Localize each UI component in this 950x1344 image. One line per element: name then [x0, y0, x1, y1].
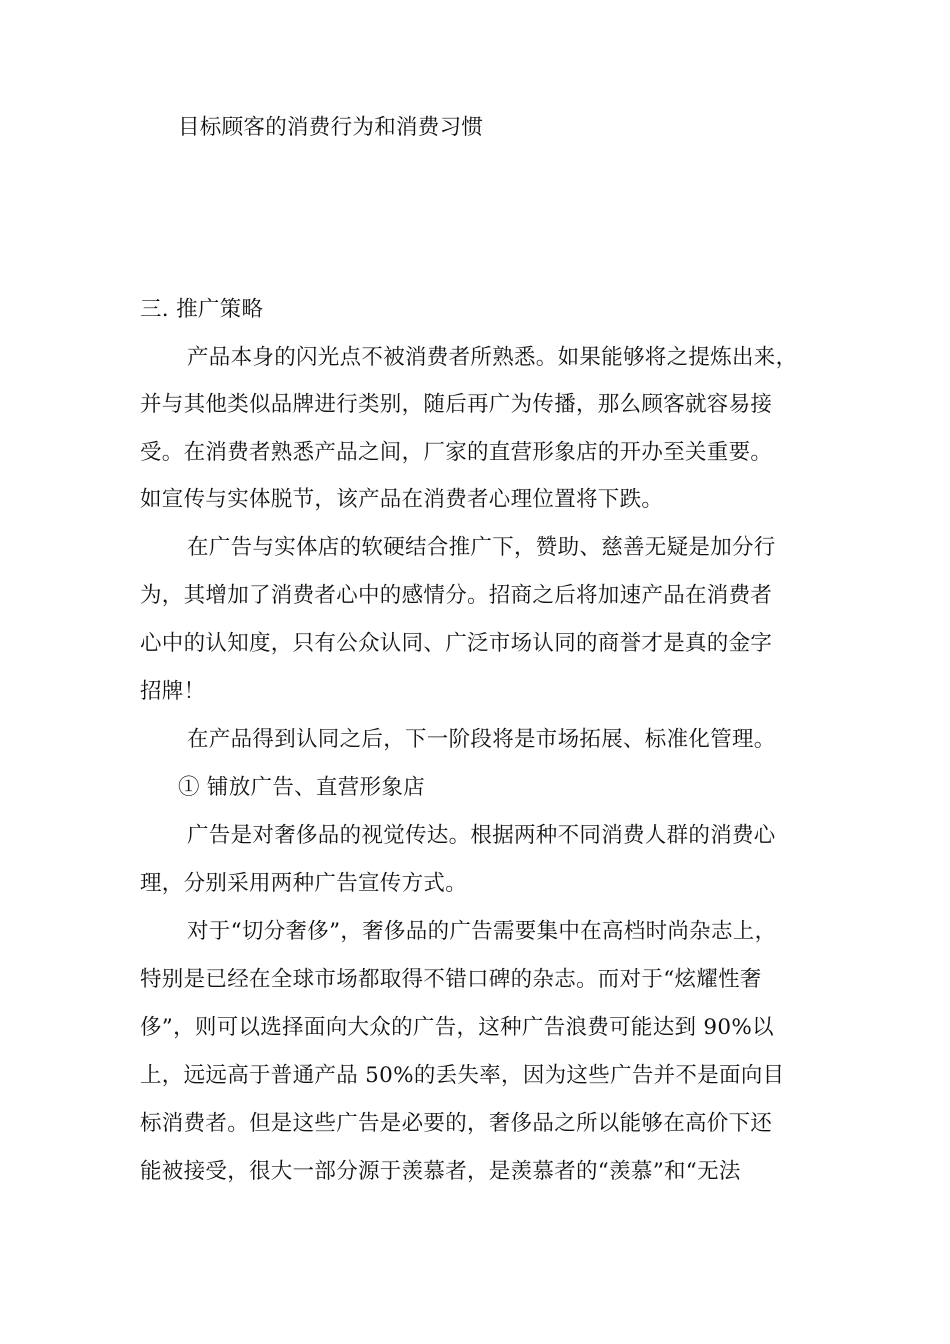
paragraph-line: 为，其增加了消费者心中的感情分。招商之后将加速产品在消费者 [140, 583, 773, 608]
subheading: 目标顾客的消费行为和消费习惯 [178, 115, 484, 140]
paragraph-line: 招牌！ [140, 679, 206, 704]
paragraph-line: 理，分别采用两种广告宣传方式。 [140, 871, 468, 896]
paragraph-line: 在产品得到认同之后，下一阶段将是市场拓展、标准化管理。 [187, 727, 776, 752]
paragraph-line: 如宣传与实体脱节，该产品在消费者心理位置将下跌。 [140, 487, 664, 512]
paragraph-line: 侈”，则可以选择面向大众的广告，这种广告浪费可能达到 90%以 [140, 1015, 774, 1040]
paragraph-line: 并与其他类似品牌进行类别，随后再广为传播，那么顾客就容易接 [140, 392, 773, 417]
paragraph-line: 对于“切分奢侈”，奢侈品的广告需要集中在高档时尚杂志上， [187, 919, 777, 944]
paragraph-line: 产品本身的闪光点不被消费者所熟悉。如果能够将之提炼出来， [187, 345, 798, 370]
section-title: 三. 推广策略 [140, 297, 264, 322]
list-item: ① 铺放广告、直营形象店 [178, 775, 425, 800]
paragraph-line: 在广告与实体店的软硬结合推广下，赞助、慈善无疑是加分行 [187, 535, 776, 560]
paragraph-line: 广告是对奢侈品的视觉传达。根据两种不同消费人群的消费心 [187, 823, 776, 848]
paragraph-line: 心中的认知度，只有公众认同、广泛市场认同的商誉才是真的金字 [140, 631, 773, 656]
paragraph-line: 特别是已经在全球市场都取得不错口碑的杂志。而对于“炫耀性奢 [140, 967, 762, 992]
paragraph-line: 受。在消费者熟悉产品之间，厂家的直营形象店的开办至关重要。 [140, 440, 773, 465]
paragraph-line: 能被接受，很大一部分源于羡慕者，是羡慕者的“羡慕”和“无法 [140, 1159, 741, 1184]
paragraph-line: 上，远远高于普通产品 50%的丢失率，因为这些广告并不是面向目 [140, 1063, 785, 1088]
paragraph-line: 标消费者。但是这些广告是必要的，奢侈品之所以能够在高价下还 [140, 1111, 773, 1136]
